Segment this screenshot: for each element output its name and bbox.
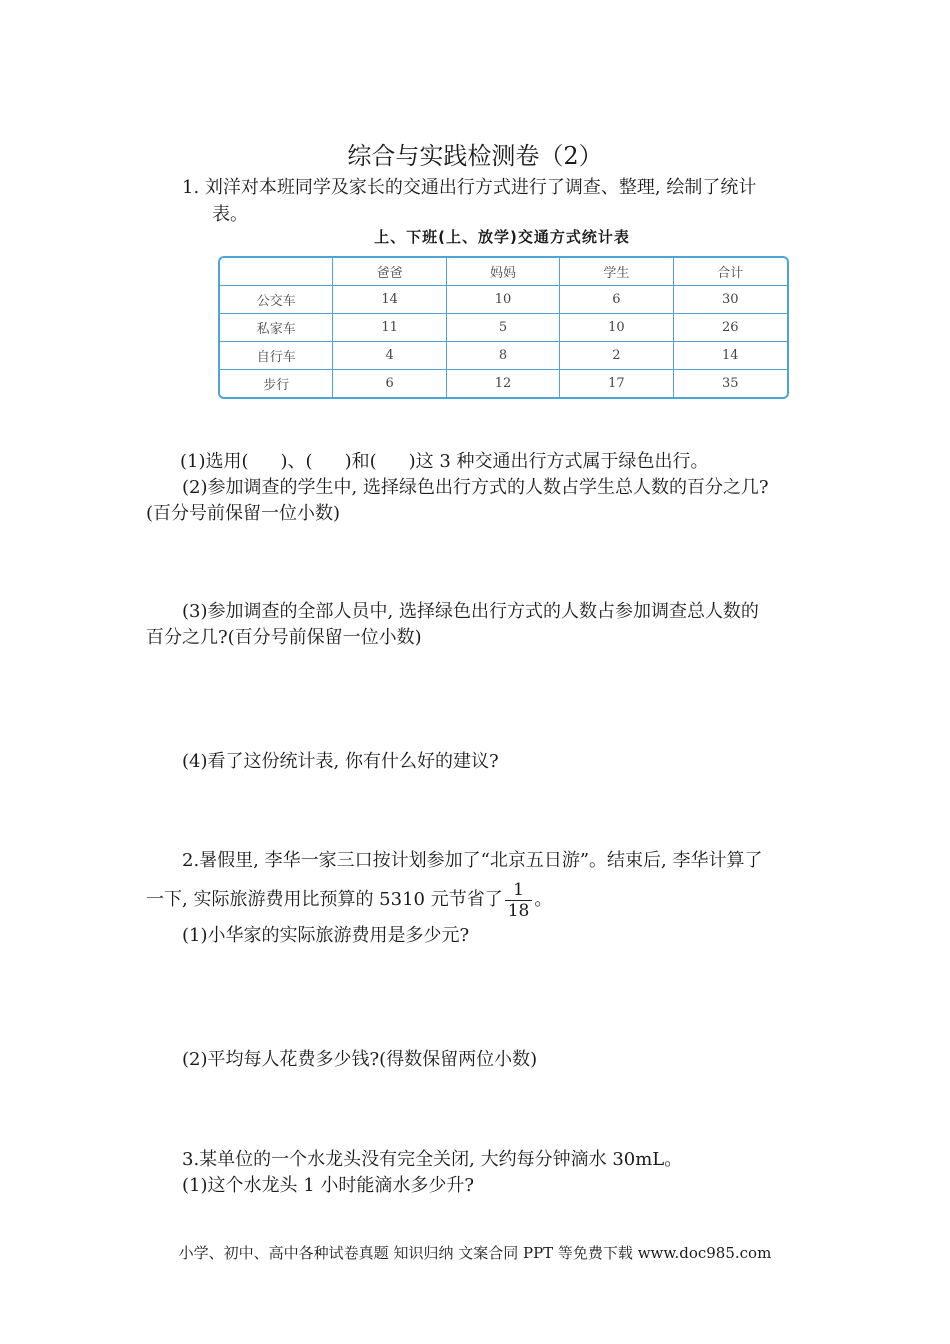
sub1-text-b: )、( (280, 451, 313, 472)
table-cell: 8 (447, 342, 560, 370)
table-header-cell (220, 258, 333, 286)
fraction-one-eighteenth (505, 880, 533, 921)
table-cell: 6 (333, 370, 446, 397)
question-1-line-2: 表。 (212, 204, 248, 225)
question-1-sub-3-line-1: (3)参加调查的全部人员中, 选择绿色出行方式的人数占参加调查总人数的 (182, 601, 759, 622)
question-1-sub-4: (4)看了这份统计表, 你有什么好的建议? (182, 751, 499, 772)
table-row (220, 286, 787, 314)
table-cell: 12 (447, 370, 560, 397)
sub1-text-c: )和( (344, 451, 377, 472)
table-cell: 4 (333, 342, 446, 370)
sub1-text-d: )这 3 种交通出行方式属于绿色出行。 (408, 451, 709, 472)
question-3-line-1: 3.某单位的一个水龙头没有完全关闭, 大约每分钟滴水 30mL。 (182, 1149, 683, 1170)
question-2-sub-2: (2)平均每人花费多少钱?(得数保留两位小数) (182, 1049, 538, 1070)
sub1-text-a: (1)选用( (180, 451, 249, 472)
table-cell: 2 (560, 342, 673, 370)
question-2-sub-1: (1)小华家的实际旅游费用是多少元? (182, 925, 470, 946)
question-2-line-2-end: 。 (534, 889, 553, 910)
table-row (220, 342, 787, 370)
page-footer: 小学、初中、高中各种试卷真题 知识归纳 文案合同 PPT 等免费下载 www.doc985.com (178, 1244, 772, 1262)
table-cell: 6 (560, 286, 673, 314)
question-2-line-2-text: 一下, 实际旅游费用比预算的 5310 元节省了 (146, 889, 503, 910)
question-1-sub-2-line-1: (2)参加调查的学生中, 选择绿色出行方式的人数占学生总人数的百分之几? (182, 477, 769, 498)
table-cell: 14 (674, 342, 787, 370)
question-2-line-1: 2.暑假里, 李华一家三口按计划参加了“北京五日游”。结束后, 李华计算了 (182, 850, 763, 871)
table-cell: 14 (333, 286, 446, 314)
table-header-row (220, 258, 787, 286)
table-cell: 17 (560, 370, 673, 397)
table-cell: 5 (447, 314, 560, 342)
transport-stats-table (218, 256, 789, 399)
table-caption: 上、下班(上、放学)交通方式统计表 (374, 228, 630, 246)
fraction-denominator: 18 (507, 900, 530, 921)
table-cell: 11 (333, 314, 446, 342)
question-1-sub-1 (180, 448, 709, 476)
table-header-cell: 合计 (674, 258, 787, 286)
table-header-cell: 妈妈 (447, 258, 560, 286)
table-cell: 30 (674, 286, 787, 314)
question-1-sub-3-line-2: 百分之几?(百分号前保留一位小数) (146, 627, 422, 648)
table-cell: 10 (447, 286, 560, 314)
question-2-line-2 (146, 878, 552, 922)
table-cell: 自行车 (220, 342, 333, 370)
page-title: 综合与实践检测卷（2） (347, 142, 603, 170)
question-1-line-1: 1. 刘洋对本班同学及家长的交通出行方式进行了调查、整理, 绘制了统计 (182, 177, 757, 198)
table-cell: 私家车 (220, 314, 333, 342)
question-3-sub-1: (1)这个水龙头 1 小时能滴水多少升? (182, 1175, 475, 1196)
table-cell: 公交车 (220, 286, 333, 314)
table-cell: 35 (722, 376, 739, 391)
table-cell: 26 (674, 314, 787, 342)
table-header-cell: 爸爸 (333, 258, 446, 286)
table-row (220, 370, 787, 397)
table-cell: 步行 (220, 370, 333, 397)
question-1-sub-2-line-2: (百分号前保留一位小数) (146, 503, 341, 524)
table-cell: 10 (560, 314, 673, 342)
table-row (220, 314, 787, 342)
fraction-numerator: 1 (505, 880, 533, 901)
table-header-cell: 学生 (560, 258, 673, 286)
